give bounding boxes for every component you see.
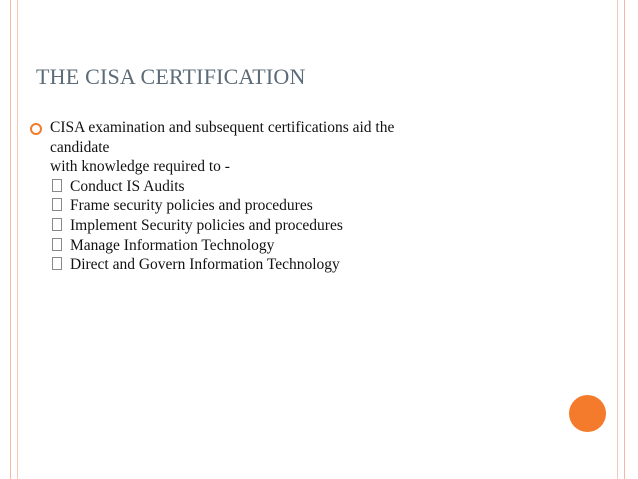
orange-circle-decoration bbox=[569, 395, 606, 432]
list-item bbox=[50, 236, 588, 256]
list-item-text: Direct and Govern Information Technology bbox=[70, 256, 340, 274]
missing-glyph-icon bbox=[52, 238, 62, 251]
bullet-paragraph bbox=[28, 118, 588, 138]
right-border-line-inner bbox=[617, 0, 618, 479]
list-item bbox=[50, 216, 588, 236]
list-item bbox=[50, 255, 588, 275]
list-item-text: Implement Security policies and procedures bbox=[70, 216, 343, 234]
left-border-line bbox=[10, 0, 11, 479]
slide-title: THE CISA CERTIFICATION bbox=[36, 64, 306, 89]
slide-body bbox=[28, 118, 588, 275]
right-border-line bbox=[624, 0, 625, 479]
missing-glyph-icon bbox=[52, 179, 62, 192]
paragraph-line-3: with knowledge required to - bbox=[50, 158, 230, 176]
list-item-text: Frame security policies and procedures bbox=[70, 197, 313, 215]
paragraph-line-2: candidate bbox=[50, 138, 110, 156]
paragraph-line-1: CISA examination and subsequent certifications aid the bbox=[50, 119, 395, 136]
list-item-text: Conduct IS Audits bbox=[70, 177, 185, 195]
missing-glyph-icon bbox=[52, 218, 62, 231]
list-item bbox=[50, 196, 588, 216]
sub-items-list bbox=[28, 177, 588, 275]
missing-glyph-icon bbox=[52, 257, 62, 270]
list-item-text: Manage Information Technology bbox=[70, 236, 275, 254]
list-item bbox=[50, 177, 588, 197]
bullet-ring-icon bbox=[30, 123, 42, 135]
missing-glyph-icon bbox=[52, 198, 62, 211]
left-border-line-inner bbox=[17, 0, 18, 479]
